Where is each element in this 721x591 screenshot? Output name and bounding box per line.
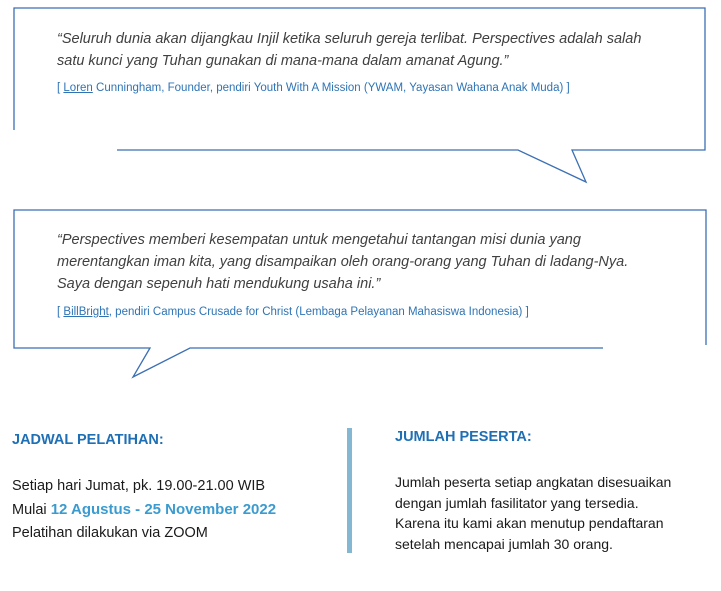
schedule-dates-line: [12, 501, 276, 518]
testimonial-2-quote-line-2: merentangkan iman kita, yang disampaikan oleh orang-orang yang Tuhan di ladang-Nya.: [57, 254, 629, 270]
testimonial-1-quote-line-2: satu kunci yang Tuhan gunakan di mana-mana dalam amanat Agung.”: [57, 53, 509, 69]
participants-line-2: dengan jumlah fasilitator yang tersedia.: [395, 494, 639, 511]
attribution-close-bracket: ]: [525, 306, 529, 318]
schedule-dates-prefix: Mulai: [12, 502, 47, 518]
attribution-first-name: Loren: [63, 82, 93, 94]
participants-line-3: Karena itu kami akan menutup pendaftaran: [395, 515, 664, 531]
testimonial-2-quote-line-3: Saya dengan sepenuh hati mendukung usaha ini.”: [57, 276, 381, 292]
attribution-open-bracket: [: [57, 306, 61, 318]
schedule-heading: JADWAL PELATIHAN:: [12, 432, 164, 448]
attribution-details: Cunningham, Founder, pendiri Youth With A Mission (YWAM, Yayasan Wahana Anak Muda): [92, 82, 564, 94]
attribution-name: BillBright: [63, 306, 109, 318]
attribution-open-bracket: [: [57, 82, 61, 94]
testimonial-2-attribution: [57, 306, 529, 318]
participants-heading: JUMLAH PESERTA:: [395, 429, 532, 445]
testimonial-1-attribution: [57, 82, 570, 94]
schedule-platform-line: Pelatihan dilakukan via ZOOM: [12, 525, 208, 541]
testimonial-1-quote-line-1: “Seluruh dunia akan dijangkau Injil ketika seluruh gereja terlibat. Perspectives adalah salah: [57, 31, 642, 47]
participants-line-4: setelah mencapai jumlah 30 orang.: [395, 535, 613, 552]
schedule-time-line: Setiap hari Jumat, pk. 19.00-21.00 WIB: [12, 478, 266, 494]
participants-line-1: Jumlah peserta setiap angkatan disesuaikan: [395, 474, 672, 490]
attribution-close-bracket: ]: [566, 82, 570, 94]
attribution-details: , pendiri Campus Crusade for Christ (Lembaga Pelayanan Mahasiswa Indonesia): [108, 306, 523, 318]
schedule-date-range: 12 Agustus - 25 November 2022: [50, 501, 277, 518]
testimonial-2-quote-line-1: “Perspectives memberi kesempatan untuk mengetahui tantangan misi dunia yang: [57, 232, 581, 248]
column-divider: [347, 428, 352, 553]
